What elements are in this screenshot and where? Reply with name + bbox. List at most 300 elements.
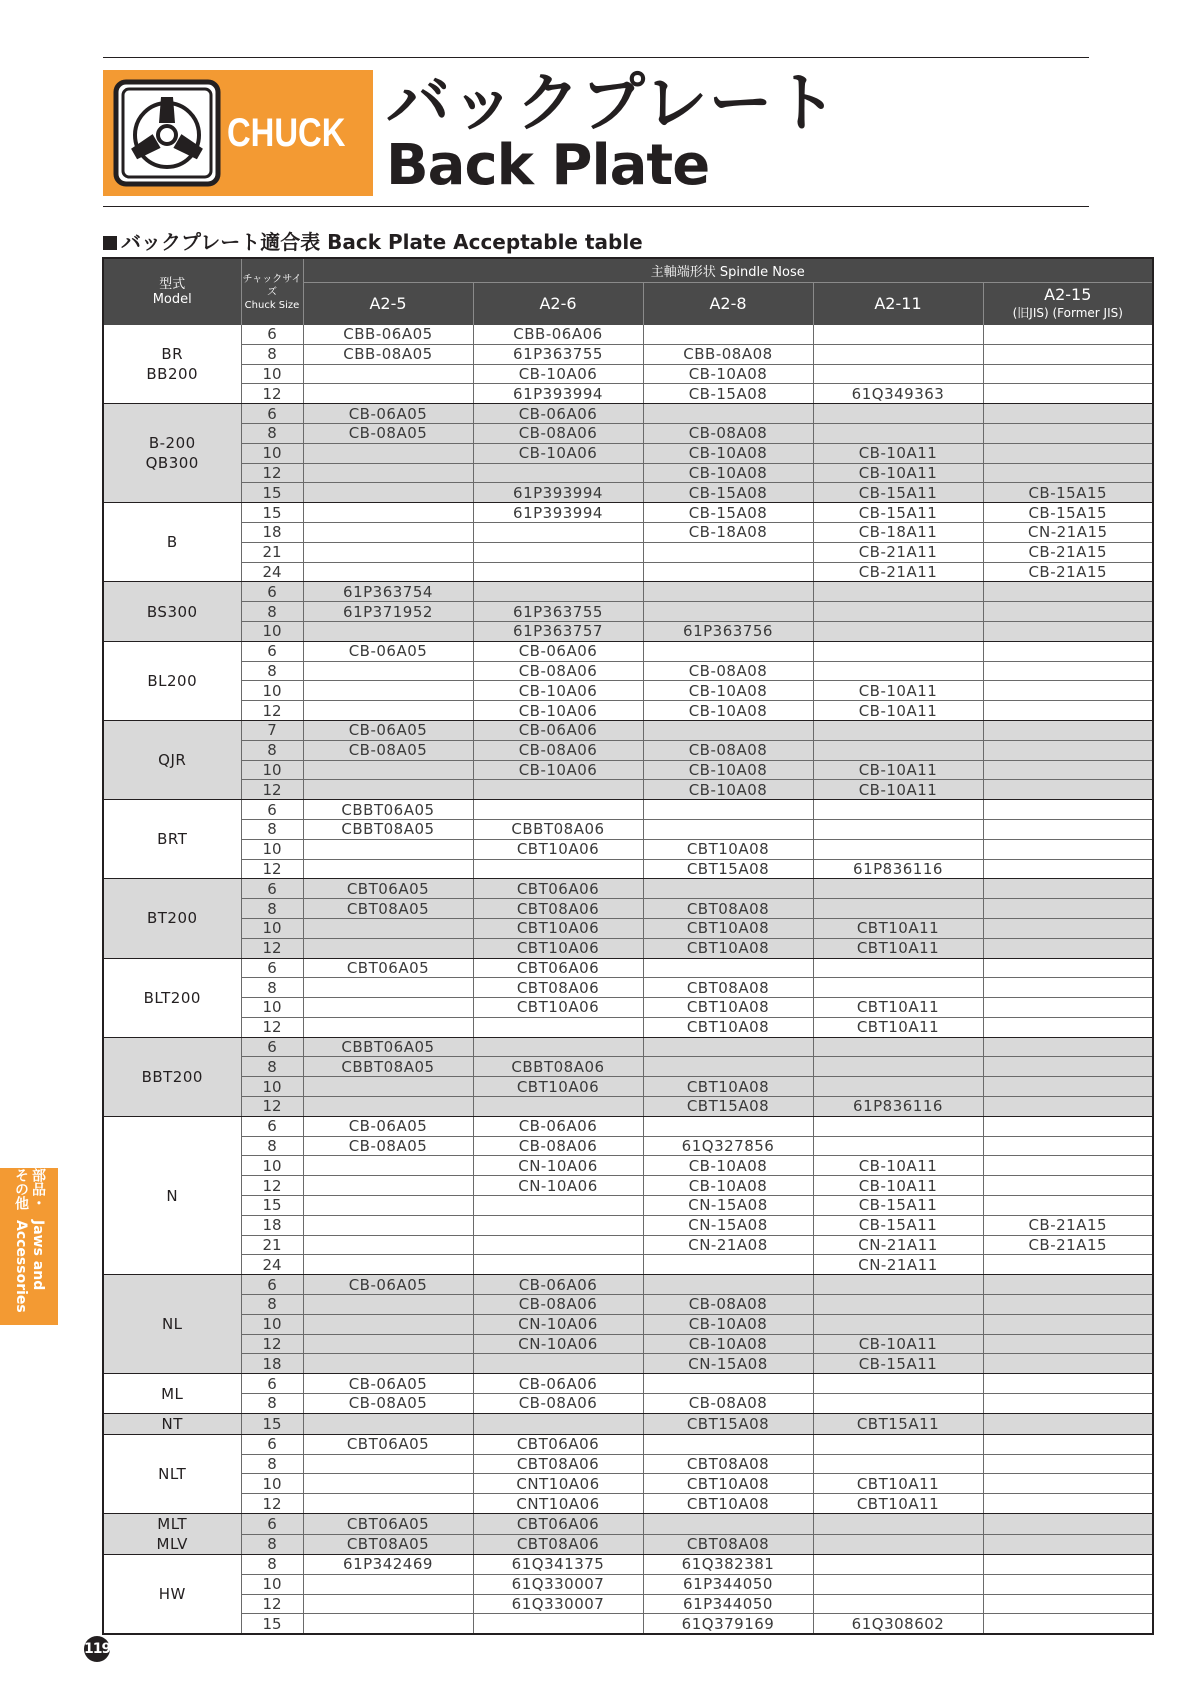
table-row xyxy=(103,1514,1153,1535)
table-row xyxy=(103,1574,1153,1594)
table-row xyxy=(103,899,1153,919)
table-row xyxy=(103,1534,1153,1555)
part-number-cell xyxy=(473,463,643,483)
part-number-cell xyxy=(473,1215,643,1235)
table-row xyxy=(103,1017,1153,1037)
part-number-cell: CB-21A11 xyxy=(813,542,983,562)
model-cell xyxy=(103,1116,241,1274)
chuck-size-cell: 10 xyxy=(241,1156,303,1176)
part-number-cell: 61P344050 xyxy=(643,1594,813,1614)
part-number-cell: CBT08A06 xyxy=(473,1454,643,1474)
part-number-cell xyxy=(643,800,813,820)
part-number-cell xyxy=(983,1176,1153,1196)
part-number-cell xyxy=(813,404,983,424)
part-number-cell xyxy=(813,1116,983,1136)
part-number-cell xyxy=(643,641,813,661)
model-header xyxy=(103,258,241,325)
part-number-cell xyxy=(813,1574,983,1594)
part-number-cell xyxy=(983,740,1153,760)
part-number-cell xyxy=(473,1354,643,1374)
part-number-cell: 61P342469 xyxy=(303,1555,473,1575)
part-number-cell xyxy=(983,760,1153,780)
part-number-cell xyxy=(643,879,813,899)
part-number-cell xyxy=(303,443,473,463)
part-number-cell xyxy=(983,384,1153,404)
table-row xyxy=(103,1413,1153,1434)
part-number-cell: CBT10A11 xyxy=(813,1474,983,1494)
model-name: NT xyxy=(161,1414,183,1433)
part-number-cell: CBT06A05 xyxy=(303,1434,473,1454)
part-number-cell: 61P393994 xyxy=(473,384,643,404)
chuck-size-cell: 10 xyxy=(241,918,303,938)
part-number-cell xyxy=(983,918,1153,938)
part-number-cell xyxy=(643,582,813,602)
part-number-cell xyxy=(643,819,813,839)
chuck-size-cell: 21 xyxy=(241,542,303,562)
part-number-cell: 61P344050 xyxy=(643,1574,813,1594)
side-tab-label-en: Jaws and Accessories xyxy=(13,1220,46,1314)
table-row xyxy=(103,344,1153,364)
chuck-size-cell: 6 xyxy=(241,1116,303,1136)
chuck-size-cell: 8 xyxy=(241,1555,303,1575)
part-number-cell xyxy=(303,918,473,938)
model-name: BT200 xyxy=(146,909,198,928)
side-tab-label-jp: 部品・その他 xyxy=(13,1168,46,1210)
part-number-cell: CB-10A11 xyxy=(813,1176,983,1196)
part-number-cell xyxy=(983,1156,1153,1176)
chuck-size-cell: 8 xyxy=(241,1394,303,1414)
chuck-size-cell: 8 xyxy=(241,1454,303,1474)
part-number-cell xyxy=(643,404,813,424)
part-number-cell: CB-08A06 xyxy=(473,661,643,681)
part-number-cell: CB-06A05 xyxy=(303,1116,473,1136)
chuck-size-cell: 7 xyxy=(241,720,303,740)
chuck-size-cell: 12 xyxy=(241,938,303,958)
part-number-cell xyxy=(473,522,643,542)
part-number-cell xyxy=(983,621,1153,641)
part-number-cell xyxy=(983,1255,1153,1275)
chuck-size-cell: 8 xyxy=(241,899,303,919)
part-number-cell xyxy=(813,1077,983,1097)
part-number-cell: CBT06A06 xyxy=(473,1514,643,1535)
badge-label: CHUCK xyxy=(227,110,346,155)
part-number-cell xyxy=(473,1255,643,1275)
part-number-cell xyxy=(643,1037,813,1057)
part-number-cell xyxy=(813,819,983,839)
part-number-cell: CBT10A08 xyxy=(643,938,813,958)
table-row xyxy=(103,958,1153,978)
part-number-cell: CBT08A06 xyxy=(473,978,643,998)
part-number-cell: 61P363754 xyxy=(303,582,473,602)
chuck-size-cell: 12 xyxy=(241,1494,303,1514)
table-row xyxy=(103,1314,1153,1334)
model-name: N xyxy=(166,1186,179,1205)
table-row xyxy=(103,542,1153,562)
part-number-cell xyxy=(473,1017,643,1037)
part-number-cell: CN-10A06 xyxy=(473,1314,643,1334)
table-row xyxy=(103,1275,1153,1295)
part-number-cell: CB-10A11 xyxy=(813,463,983,483)
model-cell xyxy=(103,1514,241,1555)
part-number-cell: CB-10A11 xyxy=(813,1156,983,1176)
part-number-cell xyxy=(643,1275,813,1295)
part-number-cell: CNT10A06 xyxy=(473,1474,643,1494)
part-number-cell xyxy=(643,542,813,562)
part-number-cell xyxy=(303,859,473,879)
part-number-cell: CB-18A08 xyxy=(643,522,813,542)
part-number-cell: CB-08A08 xyxy=(643,1295,813,1315)
part-number-cell: CBT10A06 xyxy=(473,998,643,1018)
header-rule xyxy=(103,206,1089,207)
part-number-cell xyxy=(303,1614,473,1634)
back-plate-table-wrap xyxy=(102,257,1123,1635)
part-number-cell: CB-10A08 xyxy=(643,364,813,384)
part-number-cell xyxy=(983,859,1153,879)
table-row xyxy=(103,938,1153,958)
table-row xyxy=(103,819,1153,839)
model-cell xyxy=(103,503,241,582)
part-number-cell: CBT10A11 xyxy=(813,918,983,938)
part-number-cell: CBT06A06 xyxy=(473,958,643,978)
part-number-cell: CBB-08A05 xyxy=(303,344,473,364)
part-number-cell: 61Q349363 xyxy=(813,384,983,404)
part-number-cell xyxy=(983,958,1153,978)
chuck-size-cell: 10 xyxy=(241,1574,303,1594)
part-number-cell: CB-10A06 xyxy=(473,443,643,463)
part-number-cell xyxy=(983,819,1153,839)
table-row xyxy=(103,1334,1153,1354)
column-header-a2-11: A2-11 xyxy=(813,283,983,326)
part-number-cell: 61P836116 xyxy=(813,859,983,879)
part-number-cell xyxy=(813,423,983,443)
part-number-cell xyxy=(983,701,1153,721)
model-cell xyxy=(103,1374,241,1414)
part-number-cell xyxy=(303,1454,473,1474)
chuck-size-cell: 12 xyxy=(241,1334,303,1354)
part-number-cell xyxy=(643,1116,813,1136)
table-row xyxy=(103,384,1153,404)
part-number-cell: CB-10A08 xyxy=(643,463,813,483)
chuck-size-cell: 12 xyxy=(241,384,303,404)
chuck-size-cell: 10 xyxy=(241,443,303,463)
table-row xyxy=(103,1494,1153,1514)
part-number-cell: CBBT08A06 xyxy=(473,1057,643,1077)
model-cell xyxy=(103,582,241,641)
part-number-cell: CNT10A06 xyxy=(473,1494,643,1514)
part-number-cell xyxy=(303,1077,473,1097)
part-number-cell xyxy=(813,958,983,978)
chuck-size-cell: 15 xyxy=(241,1413,303,1434)
model-cell xyxy=(103,800,241,879)
table-row xyxy=(103,1156,1153,1176)
side-tab xyxy=(0,1168,58,1325)
table-row xyxy=(103,1555,1153,1575)
part-number-cell: CBT08A05 xyxy=(303,1534,473,1555)
part-number-cell xyxy=(813,1374,983,1394)
chuck-icon xyxy=(113,79,221,187)
part-number-cell xyxy=(643,1514,813,1535)
table-row xyxy=(103,1136,1153,1156)
part-number-cell xyxy=(303,503,473,523)
chuck-size-cell: 15 xyxy=(241,503,303,523)
part-number-cell xyxy=(643,958,813,978)
chuck-size-cell: 6 xyxy=(241,879,303,899)
part-number-cell xyxy=(813,720,983,740)
chuck-size-cell: 10 xyxy=(241,364,303,384)
part-number-cell xyxy=(983,1097,1153,1117)
part-number-cell: CB-08A05 xyxy=(303,1136,473,1156)
model-header-jp: 型式 xyxy=(159,277,186,292)
part-number-cell xyxy=(983,1614,1153,1634)
model-name: B-200 xyxy=(148,434,196,453)
part-number-cell: CBT10A11 xyxy=(813,1017,983,1037)
table-row xyxy=(103,978,1153,998)
part-number-cell: CB-08A08 xyxy=(643,661,813,681)
part-number-cell xyxy=(983,1136,1153,1156)
part-number-cell: CN-10A06 xyxy=(473,1156,643,1176)
part-number-cell: CB-10A06 xyxy=(473,760,643,780)
table-row xyxy=(103,1474,1153,1494)
part-number-cell: CBT10A08 xyxy=(643,1474,813,1494)
part-number-cell xyxy=(303,681,473,701)
table-row xyxy=(103,1057,1153,1077)
part-number-cell xyxy=(643,1057,813,1077)
part-number-cell xyxy=(473,1037,643,1057)
part-number-cell: CBT10A11 xyxy=(813,1494,983,1514)
model-cell xyxy=(103,1434,241,1513)
part-number-cell: CB-21A15 xyxy=(983,1215,1153,1235)
part-number-cell xyxy=(303,839,473,859)
chuck-size-cell: 8 xyxy=(241,1057,303,1077)
part-number-cell xyxy=(643,1255,813,1275)
part-number-cell xyxy=(983,1077,1153,1097)
page-number: 119 xyxy=(84,1636,110,1662)
part-number-cell xyxy=(813,1514,983,1535)
part-number-cell: CB-21A15 xyxy=(983,542,1153,562)
table-row xyxy=(103,681,1153,701)
part-number-cell: CB-08A06 xyxy=(473,1394,643,1414)
part-number-cell: CN-15A08 xyxy=(643,1215,813,1235)
part-number-cell xyxy=(983,1374,1153,1394)
table-row xyxy=(103,760,1153,780)
part-number-cell xyxy=(983,1196,1153,1216)
chuck-size-cell: 6 xyxy=(241,582,303,602)
part-number-cell: 61Q330007 xyxy=(473,1574,643,1594)
table-row xyxy=(103,522,1153,542)
part-number-cell: CB-10A11 xyxy=(813,780,983,800)
part-number-cell: CB-10A11 xyxy=(813,760,983,780)
part-number-cell xyxy=(643,1434,813,1454)
part-number-cell xyxy=(813,1275,983,1295)
chuck-size-cell: 21 xyxy=(241,1235,303,1255)
part-number-cell xyxy=(813,1454,983,1474)
part-number-cell xyxy=(813,641,983,661)
column-header-a2-5: A2-5 xyxy=(303,283,473,326)
part-number-cell xyxy=(983,1454,1153,1474)
chuck-size-cell: 24 xyxy=(241,1255,303,1275)
part-number-cell xyxy=(303,1474,473,1494)
table-row xyxy=(103,404,1153,424)
model-name: B xyxy=(166,533,178,552)
part-number-cell xyxy=(303,661,473,681)
model-name: BL200 xyxy=(147,671,198,690)
part-number-cell xyxy=(983,443,1153,463)
part-number-cell: CB-15A15 xyxy=(983,503,1153,523)
chuck-size-cell: 10 xyxy=(241,1314,303,1334)
model-cell xyxy=(103,720,241,799)
chuck-size-cell: 15 xyxy=(241,483,303,503)
model-name: BR xyxy=(161,345,184,364)
part-number-cell xyxy=(303,522,473,542)
part-number-cell: CB-06A05 xyxy=(303,1275,473,1295)
part-number-cell xyxy=(813,839,983,859)
part-number-cell: CBT08A08 xyxy=(643,978,813,998)
part-number-cell: CB-15A11 xyxy=(813,1354,983,1374)
part-number-cell: CB-15A11 xyxy=(813,503,983,523)
part-number-cell: 61Q308602 xyxy=(813,1614,983,1634)
part-number-cell: CBT10A08 xyxy=(643,998,813,1018)
model-name: MLT xyxy=(157,1515,188,1534)
part-number-cell: 61P393994 xyxy=(473,483,643,503)
part-number-cell xyxy=(983,681,1153,701)
part-number-cell: CB-10A08 xyxy=(643,1334,813,1354)
part-number-cell xyxy=(813,1057,983,1077)
part-number-cell xyxy=(983,938,1153,958)
part-number-cell: CB-10A06 xyxy=(473,681,643,701)
part-number-cell: CBT10A11 xyxy=(813,938,983,958)
part-number-cell xyxy=(473,1413,643,1434)
table-row xyxy=(103,740,1153,760)
part-number-cell: CB-08A06 xyxy=(473,1136,643,1156)
chuck-size-cell: 6 xyxy=(241,1514,303,1535)
table-row xyxy=(103,1196,1153,1216)
size-header-jp: チャックサイズ xyxy=(242,273,302,298)
part-number-cell xyxy=(303,1255,473,1275)
part-number-cell: CB-06A06 xyxy=(473,1374,643,1394)
back-plate-table xyxy=(102,257,1154,1635)
table-row xyxy=(103,562,1153,582)
part-number-cell: CBT10A08 xyxy=(643,1494,813,1514)
part-number-cell xyxy=(983,344,1153,364)
model-cell xyxy=(103,1275,241,1374)
model-cell xyxy=(103,404,241,503)
part-number-cell xyxy=(303,1017,473,1037)
model-name: QJR xyxy=(158,751,187,770)
part-number-cell xyxy=(643,720,813,740)
part-number-cell xyxy=(303,542,473,562)
part-number-cell: CBT08A06 xyxy=(473,1534,643,1555)
table-row xyxy=(103,641,1153,661)
part-number-cell xyxy=(983,1314,1153,1334)
part-number-cell xyxy=(983,1514,1153,1535)
table-row xyxy=(103,1235,1153,1255)
chuck-size-cell: 12 xyxy=(241,780,303,800)
table-row xyxy=(103,1454,1153,1474)
part-number-cell: CBT10A06 xyxy=(473,1077,643,1097)
part-number-cell: CBT15A08 xyxy=(643,1413,813,1434)
part-number-cell: CB-10A08 xyxy=(643,681,813,701)
part-number-cell xyxy=(983,1295,1153,1315)
part-number-cell: CBT10A06 xyxy=(473,938,643,958)
part-number-cell: 61P363756 xyxy=(643,621,813,641)
chuck-size-cell: 6 xyxy=(241,404,303,424)
part-number-cell xyxy=(303,1334,473,1354)
part-number-cell xyxy=(643,1374,813,1394)
part-number-cell: CB-15A08 xyxy=(643,384,813,404)
chuck-size-cell: 12 xyxy=(241,701,303,721)
part-number-cell xyxy=(983,720,1153,740)
part-number-cell: CBT10A08 xyxy=(643,918,813,938)
column-header-a2-6: A2-6 xyxy=(473,283,643,326)
table-row xyxy=(103,364,1153,384)
table-row xyxy=(103,879,1153,899)
table-row xyxy=(103,720,1153,740)
part-number-cell: 61Q379169 xyxy=(643,1614,813,1634)
part-number-cell xyxy=(303,780,473,800)
chuck-size-cell: 6 xyxy=(241,1275,303,1295)
part-number-cell: CB-21A15 xyxy=(983,1235,1153,1255)
part-number-cell: CB-06A06 xyxy=(473,1116,643,1136)
chuck-size-cell: 6 xyxy=(241,1037,303,1057)
part-number-cell xyxy=(303,621,473,641)
part-number-cell xyxy=(303,562,473,582)
part-number-cell xyxy=(303,1215,473,1235)
column-header-a2-15-label: A2-15 xyxy=(1044,285,1092,304)
part-number-cell: CB-08A05 xyxy=(303,1394,473,1414)
part-number-cell xyxy=(813,325,983,344)
part-number-cell: CBT08A05 xyxy=(303,899,473,919)
table-row xyxy=(103,1394,1153,1414)
part-number-cell: CBT08A08 xyxy=(643,1454,813,1474)
chuck-size-cell: 8 xyxy=(241,602,303,622)
part-number-cell: CB-10A08 xyxy=(643,1176,813,1196)
part-number-cell: CB-08A06 xyxy=(473,740,643,760)
model-name: BS300 xyxy=(146,602,198,621)
model-name: NL xyxy=(161,1315,183,1334)
part-number-cell: CBT15A08 xyxy=(643,1097,813,1117)
model-name: HW xyxy=(158,1585,186,1604)
part-number-cell xyxy=(983,1116,1153,1136)
part-number-cell: CB-10A08 xyxy=(643,1314,813,1334)
part-number-cell xyxy=(473,582,643,602)
chuck-size-cell: 6 xyxy=(241,1434,303,1454)
part-number-cell xyxy=(813,800,983,820)
part-number-cell xyxy=(813,1295,983,1315)
top-rule xyxy=(103,57,1089,58)
part-number-cell: CB-06A05 xyxy=(303,404,473,424)
part-number-cell xyxy=(983,1574,1153,1594)
column-header-a2-8: A2-8 xyxy=(643,283,813,326)
part-number-cell xyxy=(983,1394,1153,1414)
chuck-size-cell: 18 xyxy=(241,522,303,542)
part-number-cell xyxy=(983,1037,1153,1057)
chuck-size-cell: 6 xyxy=(241,1374,303,1394)
chuck-size-cell: 6 xyxy=(241,641,303,661)
chuck-size-cell: 6 xyxy=(241,800,303,820)
chuck-size-cell: 6 xyxy=(241,958,303,978)
part-number-cell xyxy=(303,760,473,780)
part-number-cell: CB-10A08 xyxy=(643,443,813,463)
part-number-cell xyxy=(303,1494,473,1514)
part-number-cell xyxy=(813,1394,983,1414)
part-number-cell: CB-06A06 xyxy=(473,641,643,661)
part-number-cell xyxy=(983,1474,1153,1494)
part-number-cell: CBT10A06 xyxy=(473,839,643,859)
part-number-cell xyxy=(473,562,643,582)
part-number-cell: CB-06A06 xyxy=(473,720,643,740)
part-number-cell: CBT15A08 xyxy=(643,859,813,879)
part-number-cell xyxy=(813,1555,983,1575)
